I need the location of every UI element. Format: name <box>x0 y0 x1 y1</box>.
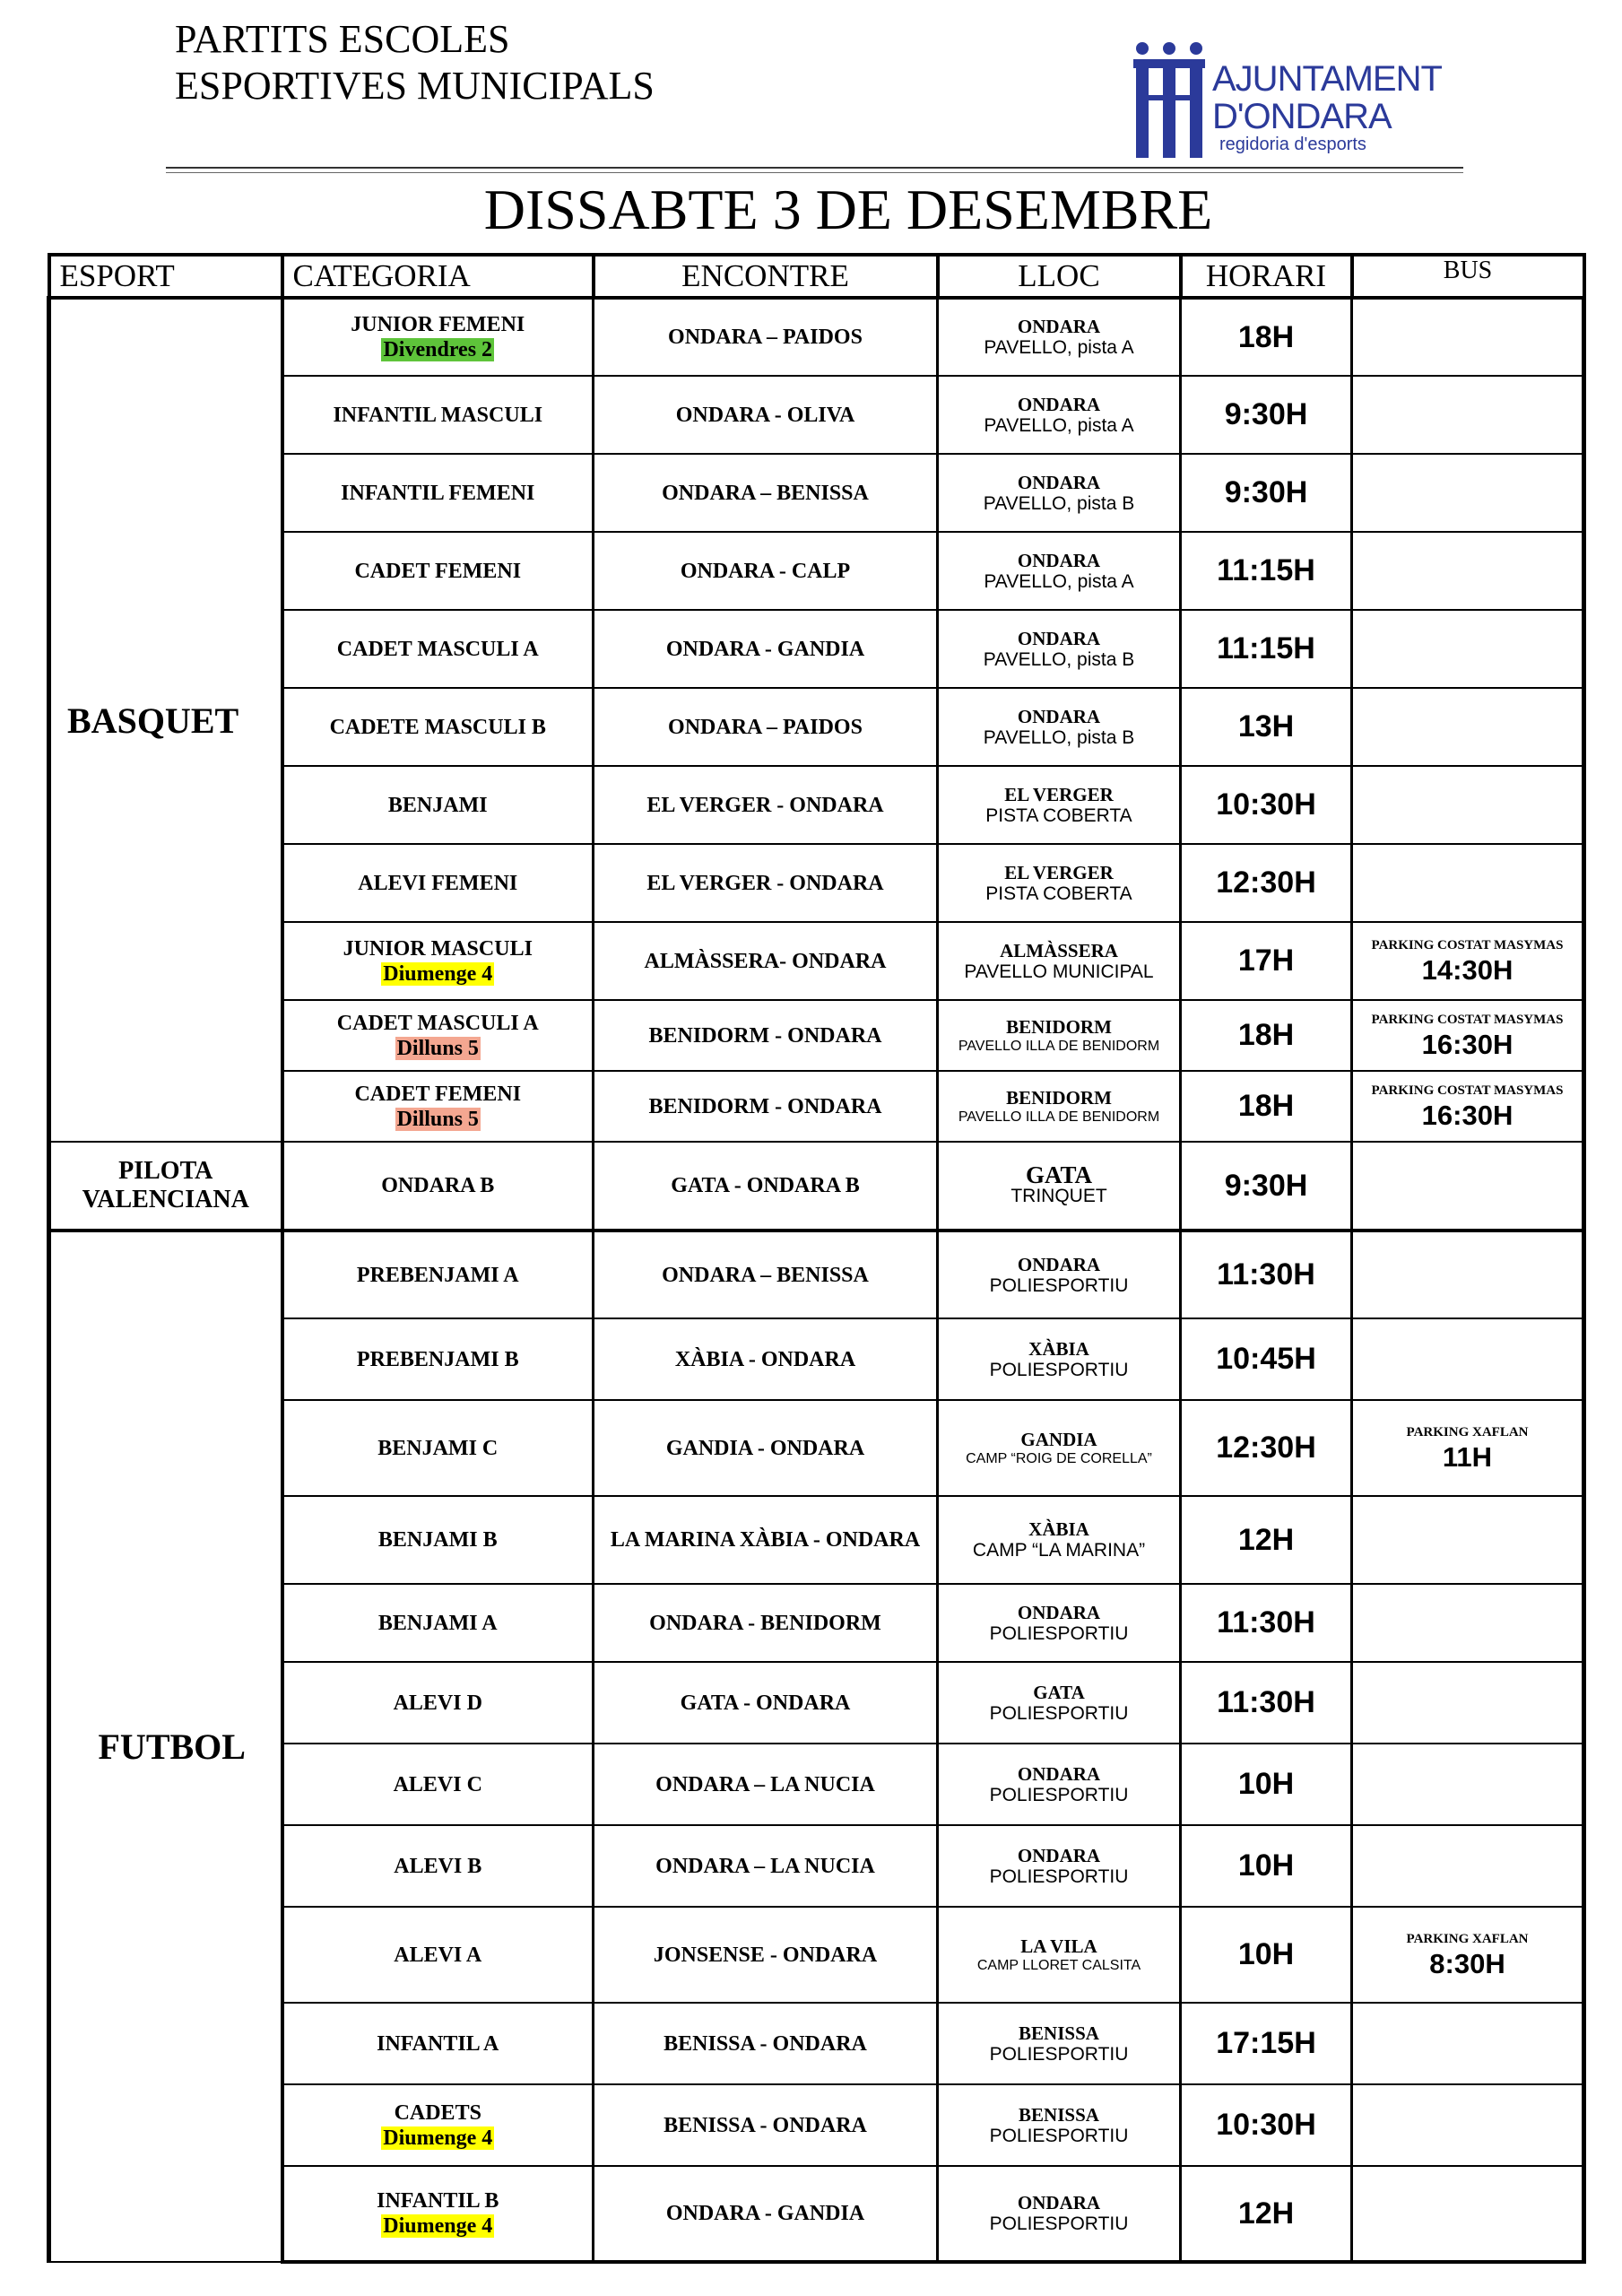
time-label: 9:30H <box>1224 475 1308 509</box>
time-label: 9:30H <box>1224 397 1308 431</box>
place-venue: PAVELLO, pista A <box>984 337 1134 358</box>
category-label: BENJAMI C <box>377 1436 499 1460</box>
place-town: ONDARA <box>1017 393 1101 415</box>
match-cell <box>594 610 938 688</box>
match-label: GATA - ONDARA <box>680 1691 851 1715</box>
time-label: 10H <box>1237 1767 1295 1801</box>
document-header <box>175 16 655 109</box>
place-town: ONDARA <box>1017 316 1101 337</box>
time-cell <box>1181 1907 1352 2003</box>
place-cell <box>938 1496 1181 1584</box>
category-label: INFANTIL FEMENI <box>341 481 535 505</box>
place-town: BENISSA <box>1019 2022 1099 2044</box>
place-venue: PAVELLO, pista B <box>983 492 1135 514</box>
match-label: ONDARA - GANDIA <box>665 2202 865 2225</box>
bus-cell <box>1352 1907 1584 2003</box>
place-venue: PAVELLO, pista A <box>984 414 1134 436</box>
place-town: LA VILA <box>1020 1935 1097 1957</box>
day-badge: Diumenge 4 <box>383 961 493 986</box>
place-venue: PAVELLO, pista B <box>983 648 1135 670</box>
category-label: CADET MASCULI A <box>336 1011 539 1035</box>
match-cell <box>594 1400 938 1496</box>
category-label: CADETE MASCULI B <box>329 715 546 739</box>
match-cell <box>594 1071 938 1142</box>
time-cell <box>1181 2084 1352 2166</box>
category-label: ALEVI B <box>394 1854 482 1878</box>
match-cell <box>594 1231 938 1318</box>
bus-cell <box>1352 610 1584 688</box>
place-town: XÀBIA <box>1028 1518 1089 1540</box>
bus-cell <box>1352 376 1584 454</box>
column-header-bus: BUS <box>1352 255 1584 298</box>
date-title: DISSABTE 3 DE DESEMBRE <box>483 178 1213 241</box>
category-label: INFANTIL A <box>377 2031 499 2056</box>
category-cell <box>282 1400 594 1496</box>
place-venue: POLIESPORTIU <box>989 2043 1129 2065</box>
logo-text-line-3: regidoria d'esports <box>1219 135 1366 154</box>
category-cell <box>282 1907 594 2003</box>
bus-cell <box>1352 1584 1584 1662</box>
place-venue: POLIESPORTIU <box>989 1359 1129 1380</box>
place-venue: POLIESPORTIU <box>989 1784 1129 1805</box>
place-cell <box>938 766 1181 844</box>
place-town: ONDARA <box>1017 1253 1101 1275</box>
day-badge: Dilluns 5 <box>396 1036 479 1060</box>
match-label: GANDIA - ONDARA <box>665 1436 865 1460</box>
match-cell <box>594 1142 938 1231</box>
time-cell <box>1181 1400 1352 1496</box>
schedule-table <box>47 253 1586 2264</box>
match-label: ONDARA – LA NUCIA <box>655 1772 875 1796</box>
time-cell <box>1181 1825 1352 1907</box>
bus-pickup-label: PARKING XAFLAN <box>1406 1931 1529 1946</box>
place-town: ONDARA <box>1017 627 1101 649</box>
time-label: 12H <box>1237 2196 1295 2231</box>
time-label: 10:45H <box>1216 1342 1316 1376</box>
match-cell <box>594 922 938 1000</box>
place-venue: PAVELLO MUNICIPAL <box>964 961 1154 982</box>
category-label: CADET FEMENI <box>354 559 522 583</box>
time-label: 12:30H <box>1216 865 1316 900</box>
sport-label: BASQUET <box>67 700 239 741</box>
match-cell <box>594 844 938 922</box>
place-town: BENIDORM <box>1006 1015 1112 1038</box>
category-cell <box>282 1825 594 1907</box>
place-cell <box>938 1744 1181 1825</box>
place-town: BENISSA <box>1019 2103 1099 2126</box>
place-venue: POLIESPORTIU <box>989 1702 1129 1724</box>
category-cell <box>282 1584 594 1662</box>
match-cell <box>594 2003 938 2084</box>
time-label: 11:15H <box>1217 553 1315 587</box>
place-cell <box>938 454 1181 532</box>
place-cell <box>938 610 1181 688</box>
time-label: 18H <box>1237 1018 1295 1052</box>
place-cell <box>938 1071 1181 1142</box>
match-label: ONDARA – BENISSA <box>662 481 869 505</box>
match-cell <box>594 1662 938 1744</box>
table-row <box>49 298 1584 376</box>
match-label: BENISSA - ONDARA <box>664 2031 867 2056</box>
time-cell <box>1181 532 1352 610</box>
place-town: GATA <box>1033 1681 1085 1703</box>
header-divider <box>166 167 1463 169</box>
sport-cell-pilota <box>49 1142 282 1231</box>
place-town: GANDIA <box>1020 1428 1097 1450</box>
match-cell <box>594 1000 938 1071</box>
category-label: CADET FEMENI <box>354 1082 522 1106</box>
bus-cell <box>1352 1000 1584 1071</box>
match-cell <box>594 376 938 454</box>
match-label: EL VERGER - ONDARA <box>646 793 884 817</box>
bus-cell <box>1352 1142 1584 1231</box>
place-town: EL VERGER <box>1004 861 1114 883</box>
place-cell <box>938 532 1181 610</box>
time-label: 10H <box>1237 1848 1295 1883</box>
match-label: ALMÀSSERA- ONDARA <box>644 949 887 973</box>
bus-cell <box>1352 2084 1584 2166</box>
table-row <box>49 1142 1584 1231</box>
time-cell <box>1181 688 1352 766</box>
bus-cell <box>1352 1318 1584 1400</box>
place-venue: CAMP “LA MARINA” <box>972 1540 1146 1561</box>
time-cell <box>1181 2166 1352 2262</box>
place-venue: PAVELLO, pista B <box>983 726 1135 748</box>
column-header-esport: ESPORT <box>49 255 282 298</box>
time-label: 9:30H <box>1224 1168 1308 1203</box>
header-line-1: PARTITS ESCOLES <box>175 17 510 61</box>
place-cell <box>938 2166 1181 2262</box>
bus-cell <box>1352 1744 1584 1825</box>
place-cell <box>938 1907 1181 2003</box>
place-cell <box>938 1231 1181 1318</box>
match-label: JONSENSE - ONDARA <box>653 1943 878 1967</box>
category-cell <box>282 1142 594 1231</box>
bus-cell <box>1352 766 1584 844</box>
logo-text-line-1: AJUNTAMENT <box>1212 59 1442 99</box>
place-venue: CAMP “ROIG DE CORELLA” <box>966 1450 1152 1466</box>
time-label: 18H <box>1237 1089 1295 1123</box>
category-cell <box>282 298 594 376</box>
time-cell <box>1181 1231 1352 1318</box>
bus-cell <box>1352 1825 1584 1907</box>
category-label: BENJAMI <box>387 793 488 817</box>
time-label: 11:30H <box>1217 1257 1315 1292</box>
table-header-row <box>49 255 1584 298</box>
place-cell <box>938 2084 1181 2166</box>
category-label: BENJAMI B <box>377 1528 498 1552</box>
bus-pickup-label: PARKING COSTAT MASYMAS <box>1371 1012 1564 1027</box>
category-cell <box>282 1318 594 1400</box>
column-header-horari: HORARI <box>1181 255 1352 298</box>
time-label: 12:30H <box>1216 1431 1316 1465</box>
place-venue: POLIESPORTIU <box>989 1274 1129 1296</box>
bus-cell <box>1352 2003 1584 2084</box>
match-label: BENISSA - ONDARA <box>664 2113 867 2137</box>
category-label: CADETS <box>394 2100 481 2125</box>
bus-time-label: 16:30H <box>1421 1028 1514 1060</box>
table-row <box>49 1231 1584 1318</box>
category-label: ONDARA B <box>381 1174 495 1197</box>
category-cell <box>282 766 594 844</box>
category-label: ALEVI C <box>393 1772 482 1796</box>
bus-cell <box>1352 532 1584 610</box>
bus-pickup-label: PARKING COSTAT MASYMAS <box>1371 937 1564 952</box>
match-label: ONDARA - OLIVA <box>675 403 855 427</box>
time-cell <box>1181 922 1352 1000</box>
category-cell <box>282 1071 594 1142</box>
header-divider-thin <box>166 172 1463 173</box>
day-badge: Diumenge 4 <box>383 2214 493 2238</box>
day-badge: Divendres 2 <box>383 338 493 361</box>
match-cell <box>594 1584 938 1662</box>
place-venue: TRINQUET <box>1010 1186 1107 1206</box>
time-label: 12H <box>1237 1522 1295 1557</box>
column-header-encontre: ENCONTRE <box>594 255 938 298</box>
bus-cell <box>1352 1231 1584 1318</box>
category-cell <box>282 1744 594 1825</box>
category-label: BENJAMI A <box>377 1611 498 1635</box>
place-venue: PAVELLO, pista A <box>984 570 1134 592</box>
match-label: EL VERGER - ONDARA <box>646 871 884 895</box>
column-header-categoria: CATEGORIA <box>282 255 594 298</box>
match-label: ONDARA - BENIDORM <box>649 1611 881 1635</box>
category-label: PREBENJAMI B <box>356 1347 519 1371</box>
category-label: ALEVI FEMENI <box>358 871 518 895</box>
time-label: 13H <box>1237 709 1295 744</box>
place-town: XÀBIA <box>1028 1337 1089 1360</box>
match-cell <box>594 1744 938 1825</box>
time-cell <box>1181 1318 1352 1400</box>
place-town: EL VERGER <box>1004 783 1114 805</box>
time-label: 10:30H <box>1216 2108 1316 2142</box>
category-label: JUNIOR FEMENI <box>351 313 525 336</box>
place-cell <box>938 298 1181 376</box>
category-label: ALEVI D <box>393 1691 482 1715</box>
place-town: ONDARA <box>1017 549 1101 571</box>
time-label: 17:15H <box>1216 2026 1316 2060</box>
time-cell <box>1181 610 1352 688</box>
time-cell <box>1181 844 1352 922</box>
bus-cell <box>1352 1496 1584 1584</box>
place-cell <box>938 2003 1181 2084</box>
place-town: ONDARA <box>1017 1601 1101 1623</box>
time-cell <box>1181 454 1352 532</box>
sport-cell-futbol <box>49 1231 282 2262</box>
category-cell <box>282 376 594 454</box>
category-label: PREBENJAMI A <box>356 1263 519 1287</box>
place-cell <box>938 1000 1181 1071</box>
sport-label: VALENCIANA <box>82 1186 249 1213</box>
match-cell <box>594 2166 938 2262</box>
match-cell <box>594 1318 938 1400</box>
category-cell <box>282 454 594 532</box>
time-label: 18H <box>1237 319 1295 354</box>
match-cell <box>594 688 938 766</box>
place-venue: POLIESPORTIU <box>989 1866 1129 1887</box>
category-cell <box>282 2084 594 2166</box>
bus-time-label: 16:30H <box>1421 1099 1514 1131</box>
bus-cell <box>1352 1662 1584 1744</box>
place-town: ONDARA <box>1017 471 1101 493</box>
bus-cell <box>1352 454 1584 532</box>
place-venue: PAVELLO ILLA DE BENIDORM <box>958 1109 1160 1125</box>
category-cell <box>282 922 594 1000</box>
category-label: ALEVI A <box>394 1943 482 1967</box>
sport-label: FUTBOL <box>98 1726 246 1767</box>
category-cell <box>282 2166 594 2262</box>
match-label: ONDARA - GANDIA <box>665 637 865 661</box>
match-label: ONDARA – BENISSA <box>662 1263 869 1287</box>
time-label: 11:30H <box>1217 1685 1315 1719</box>
people-emblem-icon <box>1132 41 1207 160</box>
place-town: BENIDORM <box>1006 1086 1112 1109</box>
place-cell <box>938 1142 1181 1231</box>
place-venue: PISTA COBERTA <box>985 804 1132 826</box>
bus-time-label: 14:30H <box>1421 953 1514 986</box>
category-cell <box>282 532 594 610</box>
place-cell <box>938 1400 1181 1496</box>
category-cell <box>282 688 594 766</box>
place-town: ONDARA <box>1017 1762 1101 1785</box>
time-cell <box>1181 2003 1352 2084</box>
place-cell <box>938 922 1181 1000</box>
category-cell <box>282 610 594 688</box>
place-venue: CAMP LLORET CALSITA <box>976 1957 1141 1973</box>
match-label: ONDARA – PAIDOS <box>668 326 863 349</box>
category-cell <box>282 844 594 922</box>
time-cell <box>1181 766 1352 844</box>
place-town: ONDARA <box>1017 2192 1101 2213</box>
category-cell <box>282 1000 594 1071</box>
match-cell <box>594 2084 938 2166</box>
match-label: LA MARINA XÀBIA - ONDARA <box>610 1528 921 1552</box>
place-town: ONDARA <box>1017 705 1101 727</box>
time-cell <box>1181 1142 1352 1231</box>
match-cell <box>594 1496 938 1584</box>
category-cell <box>282 1231 594 1318</box>
place-cell <box>938 1318 1181 1400</box>
match-label: ONDARA – LA NUCIA <box>655 1854 875 1878</box>
ajuntament-logo <box>1132 39 1442 165</box>
time-label: 11:30H <box>1217 1605 1315 1639</box>
bus-cell <box>1352 1400 1584 1496</box>
day-badge: Dilluns 5 <box>396 1107 479 1131</box>
place-venue: POLIESPORTIU <box>989 2125 1129 2146</box>
place-cell <box>938 1825 1181 1907</box>
bus-pickup-label: PARKING XAFLAN <box>1406 1424 1529 1439</box>
match-cell <box>594 766 938 844</box>
column-header-lloc: LLOC <box>938 255 1181 298</box>
match-cell <box>594 298 938 376</box>
bus-time-label: 8:30H <box>1429 1947 1505 1979</box>
bus-cell <box>1352 922 1584 1000</box>
match-label: BENIDORM - ONDARA <box>648 1023 882 1048</box>
match-label: GATA - ONDARA B <box>671 1174 860 1197</box>
match-cell <box>594 1825 938 1907</box>
time-cell <box>1181 1000 1352 1071</box>
category-cell <box>282 1662 594 1744</box>
match-cell <box>594 532 938 610</box>
category-label: INFANTIL B <box>377 2189 499 2213</box>
match-label: XÀBIA - ONDARA <box>674 1347 856 1371</box>
bus-cell <box>1352 844 1584 922</box>
time-cell <box>1181 1071 1352 1142</box>
bus-cell <box>1352 2166 1584 2262</box>
bus-cell <box>1352 1071 1584 1142</box>
place-cell <box>938 1584 1181 1662</box>
place-venue: POLIESPORTIU <box>989 1622 1129 1644</box>
time-label: 10H <box>1237 1937 1295 1971</box>
place-town: GATA <box>1026 1161 1092 1188</box>
place-cell <box>938 844 1181 922</box>
place-cell <box>938 688 1181 766</box>
bus-cell <box>1352 688 1584 766</box>
sport-cell-basquet <box>49 298 282 1142</box>
match-label: ONDARA – PAIDOS <box>668 715 863 739</box>
category-cell <box>282 1496 594 1584</box>
match-label: BENIDORM - ONDARA <box>648 1094 882 1118</box>
header-line-2: ESPORTIVES MUNICIPALS <box>175 64 655 108</box>
match-cell <box>594 454 938 532</box>
category-label: INFANTIL MASCULI <box>333 403 543 427</box>
time-label: 11:15H <box>1217 631 1315 665</box>
place-town: ALMÀSSERA <box>1000 939 1118 961</box>
time-cell <box>1181 1584 1352 1662</box>
place-cell <box>938 376 1181 454</box>
bus-cell <box>1352 298 1584 376</box>
place-venue: POLIESPORTIU <box>989 2213 1129 2234</box>
place-cell <box>938 1662 1181 1744</box>
sport-label: PILOTA <box>118 1157 213 1185</box>
place-town: ONDARA <box>1017 1844 1101 1866</box>
bus-time-label: 11H <box>1442 1440 1493 1473</box>
time-cell <box>1181 298 1352 376</box>
time-cell <box>1181 376 1352 454</box>
category-cell <box>282 2003 594 2084</box>
time-cell <box>1181 1496 1352 1584</box>
match-cell <box>594 1907 938 2003</box>
category-label: CADET MASCULI A <box>336 637 539 661</box>
category-label: JUNIOR MASCULI <box>343 936 533 961</box>
logo-text-line-2: D'ONDARA <box>1212 97 1392 136</box>
place-venue: PISTA COBERTA <box>985 883 1132 904</box>
time-label: 10:30H <box>1216 787 1316 822</box>
bus-pickup-label: PARKING COSTAT MASYMAS <box>1371 1083 1564 1098</box>
match-label: ONDARA - CALP <box>680 559 851 583</box>
time-label: 17H <box>1237 944 1295 978</box>
place-venue: PAVELLO ILLA DE BENIDORM <box>958 1038 1160 1054</box>
time-cell <box>1181 1662 1352 1744</box>
time-cell <box>1181 1744 1352 1825</box>
day-badge: Diumenge 4 <box>383 2126 493 2150</box>
